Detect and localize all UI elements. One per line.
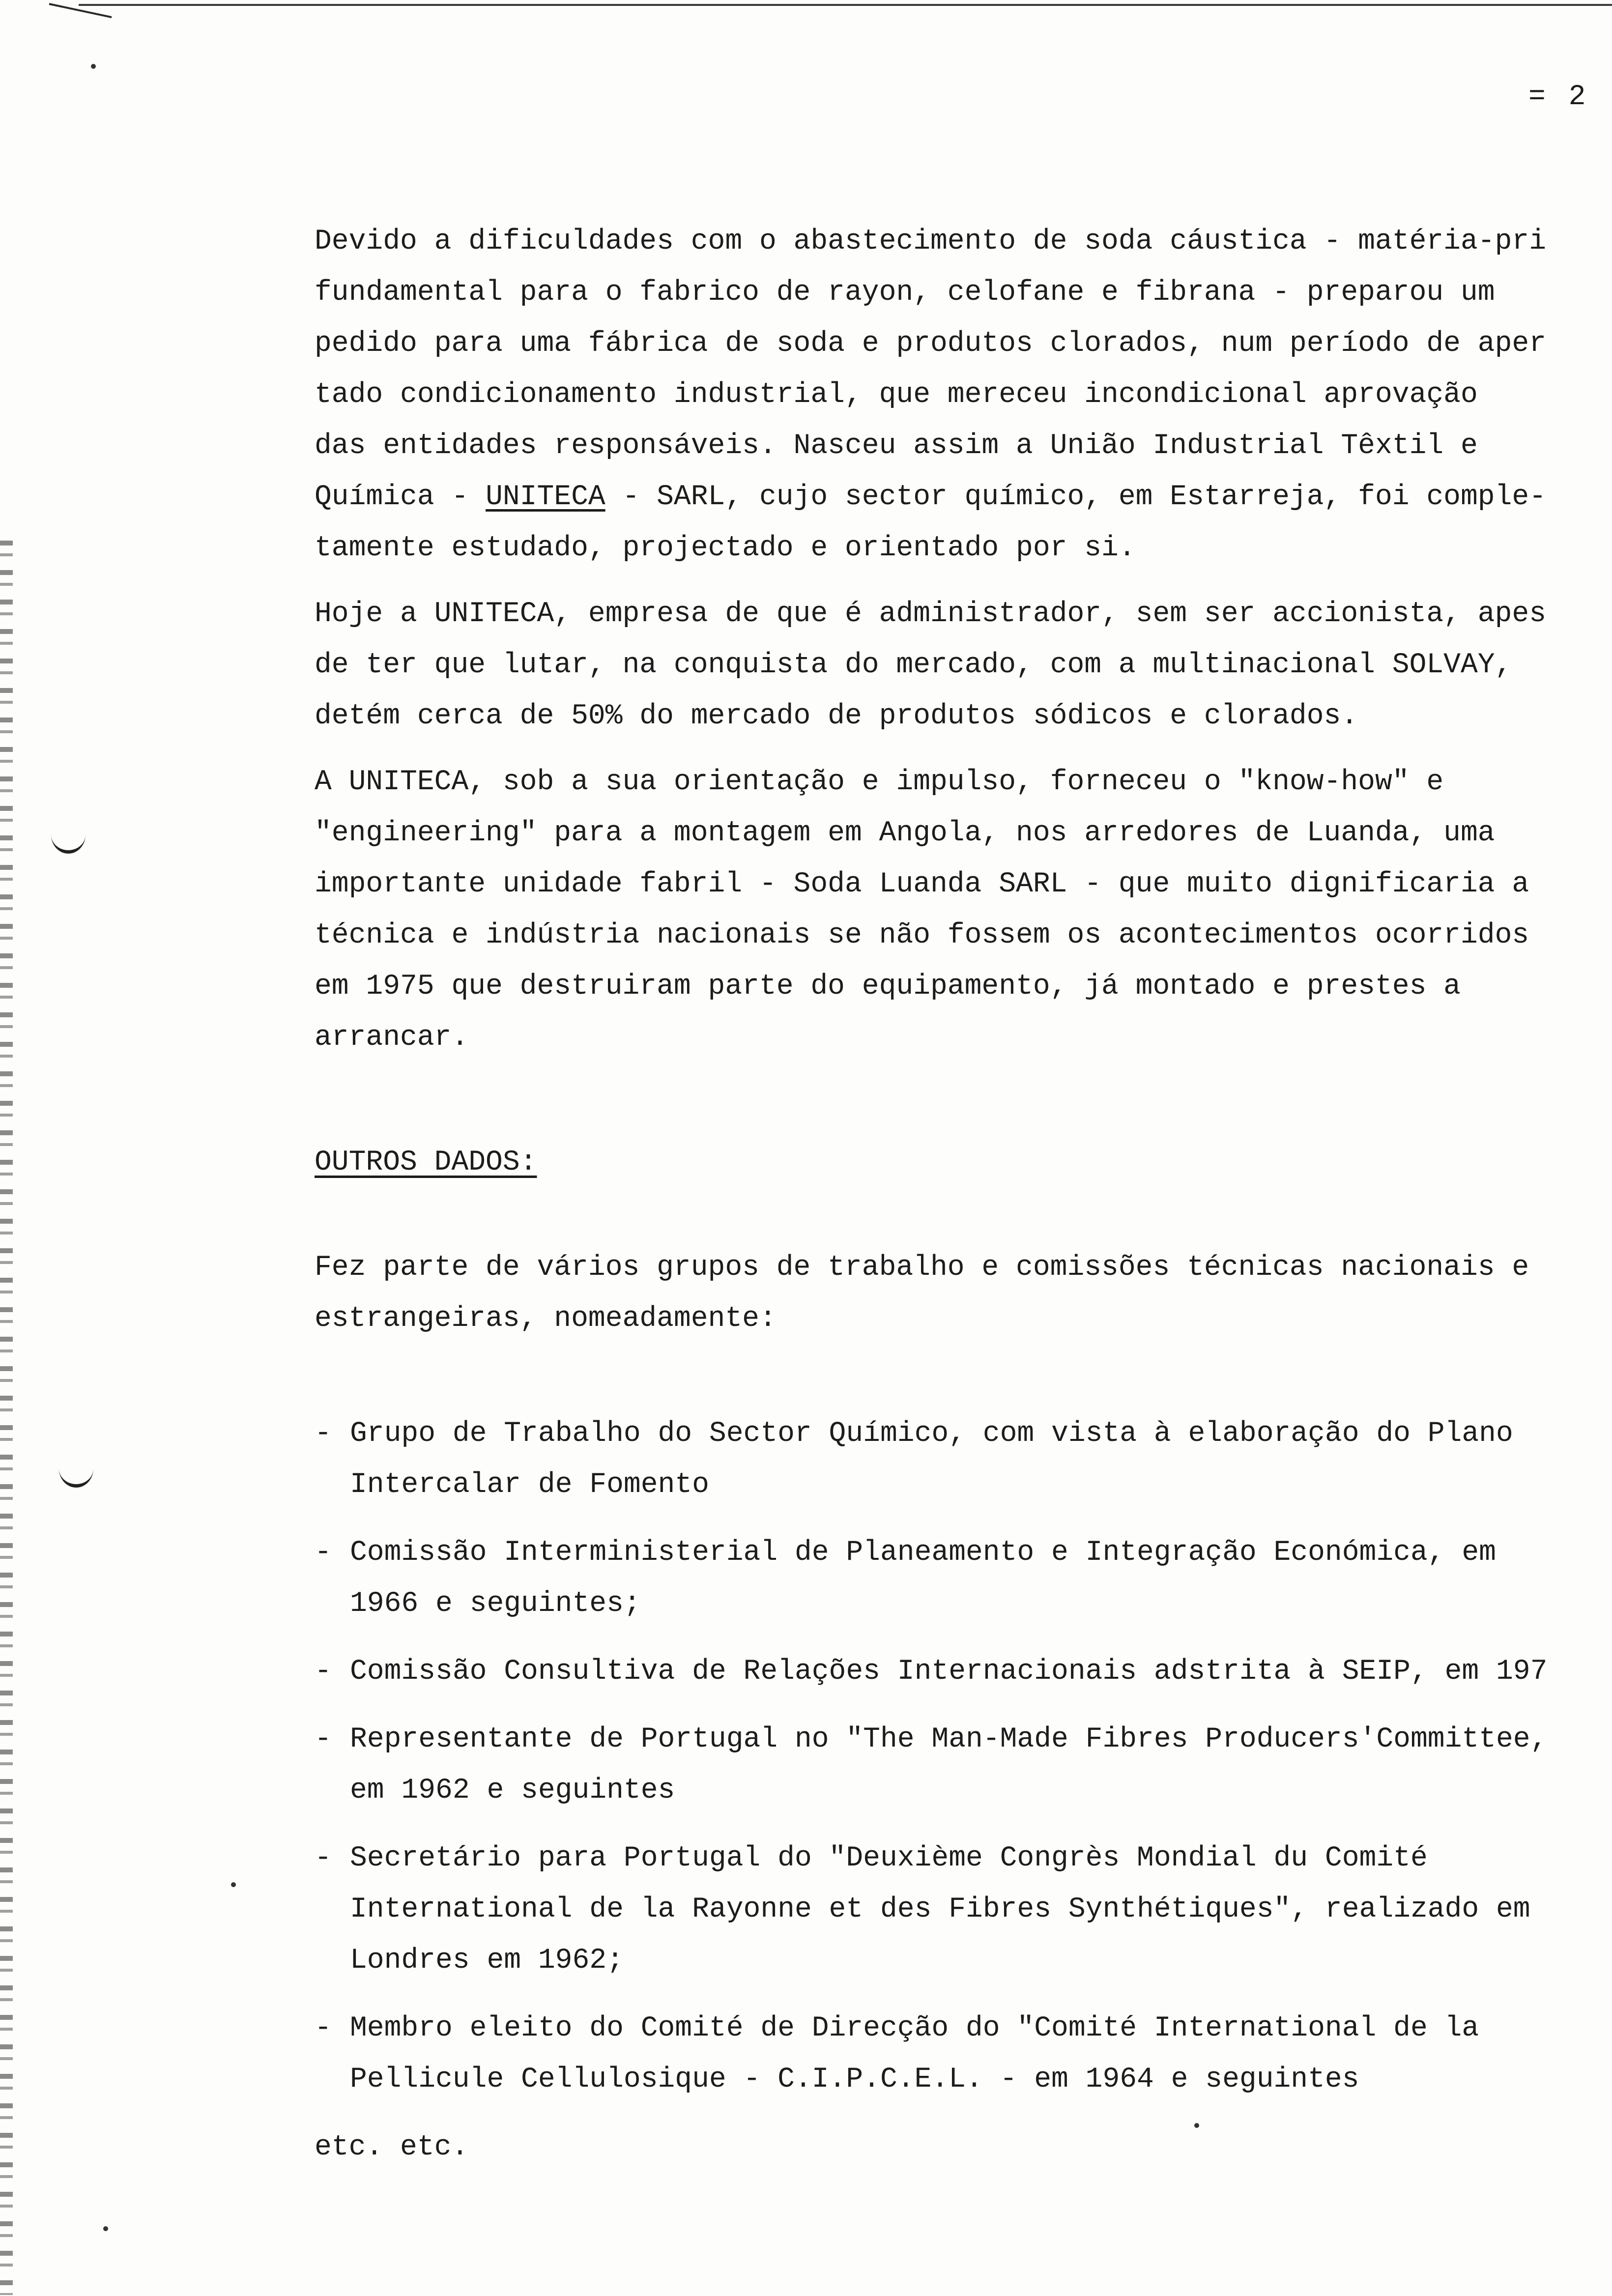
- section-title: OUTROS DADOS:: [315, 1147, 537, 1178]
- text-line: Grupo de Trabalho do Sector Químico, com vista à elaboração do Plano: [350, 1418, 1513, 1450]
- text-line: tamente estudado, projectado e orientado por si.: [315, 532, 1136, 564]
- list-item: [315, 1646, 1612, 1697]
- list-dash: -: [315, 1656, 332, 1688]
- text-line: 1966 e seguintes;: [350, 1588, 641, 1620]
- text-line: Intercalar de Fomento: [350, 1469, 709, 1501]
- list-item: [315, 1527, 1612, 1630]
- paragraph-market-share: [315, 589, 1612, 742]
- text-line: "engineering" para a montagem em Angola, nos arredores de Luanda, uma: [315, 817, 1495, 849]
- list-dash: -: [315, 1842, 332, 1874]
- text-segment: - SARL, cujo sector químico, em Estarreja, foi comple-: [605, 481, 1547, 513]
- text-segment: Química -: [315, 481, 486, 513]
- text-line: estrangeiras, nomeadamente:: [315, 1303, 777, 1335]
- text-line: Secretário para Portugal do "Deuxième Congrès Mondial du Comité: [350, 1842, 1428, 1874]
- text-line: A UNITECA, sob a sua orientação e impulso, forneceu o "know-how" e: [315, 766, 1444, 798]
- page-number: = 2: [1528, 81, 1589, 113]
- scan-speck: [231, 1882, 236, 1887]
- text-line: em 1962 e seguintes: [350, 1775, 675, 1807]
- text-line: fundamental para o fabrico de rayon, celofane e fibrana - preparou um: [315, 277, 1495, 309]
- text-line: Comissão Consultiva de Relações Internacionais adstrita à SEIP, em 197: [350, 1656, 1548, 1688]
- text-line: técnica e indústria nacionais se não fossem os acontecimentos ocorridos: [315, 919, 1529, 951]
- list-dash: -: [315, 1537, 332, 1569]
- page-top-rule: [79, 4, 1612, 6]
- list-dash: -: [315, 1418, 332, 1450]
- text-line: pedido para uma fábrica de soda e produtos clorados, num período de aper: [315, 328, 1547, 360]
- scan-speck: [103, 2226, 108, 2231]
- punch-hole-mark: [59, 1450, 93, 1488]
- text-line: [315, 472, 1612, 523]
- closing-etc: etc. etc.: [315, 2131, 469, 2163]
- list-dash: -: [315, 2012, 332, 2044]
- binder-edge-marks: [0, 541, 13, 2295]
- text-line: Londres em 1962;: [350, 1945, 624, 1977]
- paragraph-intro: [315, 1242, 1612, 1345]
- text-line: importante unidade fabril - Soda Luanda SARL - que muito dignificaria a: [315, 868, 1529, 900]
- text-line: de ter que lutar, na conquista do mercado, com a multinacional SOLVAY,: [315, 649, 1512, 681]
- text-line: detém cerca de 50% do mercado de produtos sódicos e clorados.: [315, 700, 1358, 732]
- text-line: Representante de Portugal no "The Man-Made Fibres Producers'Committee,: [350, 1723, 1548, 1755]
- text-line: International de la Rayonne et des Fibres Synthétiques", realizado em: [350, 1894, 1530, 1925]
- text-line: arrancar.: [315, 1022, 469, 1054]
- text-line: tado condicionamento industrial, que mereceu incondicional aprovação: [315, 379, 1478, 411]
- text-line: em 1975 que destruiram parte do equipamento, já montado e prestes a: [315, 971, 1461, 1003]
- text-line: Hoje a UNITECA, empresa de que é administrador, sem ser accionista, apes: [315, 598, 1547, 630]
- scan-speck: [91, 64, 96, 69]
- text-line: Devido a dificuldades com o abastecimento de soda cáustica - matéria-pri: [315, 226, 1547, 258]
- text-line: Pellicule Cellulosique - C.I.P.C.E.L. - em 1964 e seguintes: [350, 2064, 1359, 2095]
- list-dash: -: [315, 1723, 332, 1755]
- list-item: [315, 1408, 1612, 1511]
- paragraph-uniteca-origin: [315, 216, 1612, 574]
- text-line: Membro eleito do Comité de Direcção do "Comité International de la: [350, 2012, 1479, 2044]
- punch-hole-mark: [51, 816, 86, 854]
- uniteca-underlined: UNITECA: [486, 481, 605, 513]
- committees-list: [315, 1408, 1612, 2105]
- paragraph-angola: [315, 757, 1612, 1063]
- list-item: [315, 2003, 1612, 2105]
- text-line: Comissão Interministerial de Planeamento e Integração Económica, em: [350, 1537, 1496, 1569]
- list-item: [315, 1833, 1612, 1986]
- text-line: Fez parte de vários grupos de trabalho e comissões técnicas nacionais e: [315, 1252, 1529, 1284]
- list-item: [315, 1714, 1612, 1816]
- text-line: das entidades responsáveis. Nasceu assim a União Industrial Têxtil e: [315, 430, 1478, 462]
- document-body: [315, 216, 1612, 2173]
